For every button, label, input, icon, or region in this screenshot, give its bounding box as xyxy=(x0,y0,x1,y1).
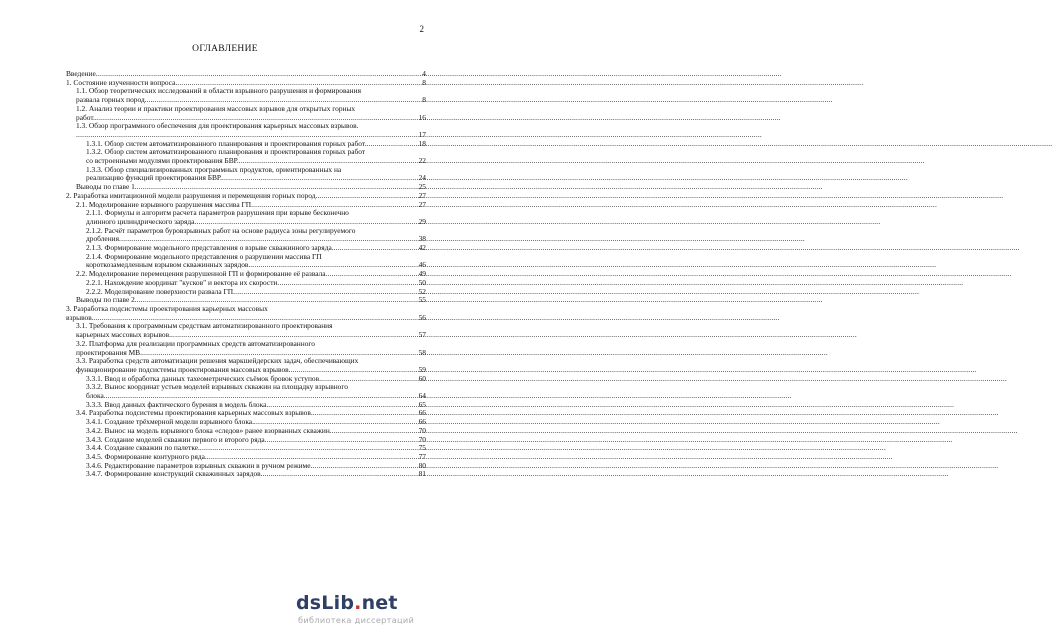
toc-entry-title: 2. Разработка имитационной модели разрушения и перемещения горных пород. xyxy=(66,190,318,200)
toc-entry xyxy=(66,227,426,244)
toc-page-number: 17 xyxy=(418,129,426,139)
toc-leader-dots xyxy=(95,114,418,123)
toc-entry-title: дробления xyxy=(86,234,120,244)
toc-entry-line: 3.3.2. Вынос координат устьев моделей взрывных скважин на площадку взрывного xyxy=(86,382,348,392)
toc-entry xyxy=(66,322,426,339)
toc-entry-line: 2.1.1. Формулы и алгоритм расчета параметров разрушения при взрыве бесконечно xyxy=(86,208,349,218)
toc-page-number: 25 xyxy=(418,182,426,192)
toc-leader-dots xyxy=(321,375,418,384)
toc-leader-dots xyxy=(334,244,418,253)
toc-entry xyxy=(66,148,426,165)
toc-page-number: 42 xyxy=(418,243,426,253)
toc-leader-dots xyxy=(137,296,418,305)
toc-entry xyxy=(66,296,426,305)
toc-page-number: 77 xyxy=(418,451,426,461)
page-title: ОГЛАВЛЕНИЕ xyxy=(192,44,258,54)
toc-entry xyxy=(66,79,426,88)
toc-entry xyxy=(66,166,426,183)
toc-entry-title: 2.2.1. Нахождение координат "кусков" и вектора их скорости xyxy=(86,277,278,287)
toc-entry-line: 2.1.2. Расчёт параметров буровзрывных работ на основе радиуса зоны регулируемого xyxy=(86,225,356,235)
toc-entry-title: 3.4.4. Создание скважин по палетке. xyxy=(86,443,200,453)
toc-entry-title: 3.3.3. Ввод данных фактического бурения в модель блока. xyxy=(86,399,269,409)
toc-entry-title: 3.3.1. Ввод и обработка данных тахеометрических съёмок бровок уступов. xyxy=(86,373,321,383)
toc-page-number: 8 xyxy=(422,77,426,87)
table-of-contents xyxy=(66,70,426,479)
toc-entry-title: Введение xyxy=(66,69,96,78)
toc-entry-title: 3.4.6. Редактирование параметров взрывных скважин в ручном режиме. xyxy=(86,460,313,470)
toc-entry-title: функционирование подсистемы проектирования массовых взрывов. xyxy=(76,364,291,374)
toc-entry xyxy=(66,122,426,139)
toc-leader-dots xyxy=(194,218,417,227)
toc-leader-dots xyxy=(239,157,418,166)
toc-entry xyxy=(66,253,426,270)
toc-entry xyxy=(66,357,426,374)
toc-entry-line: 2.1.4. Формирование модельного представления о разрушении массива ГП xyxy=(86,251,322,261)
toc-entry-line: 3.3. Разработка средств автоматизации решения маркшейдерских задач, обеспечивающих xyxy=(76,356,359,366)
toc-leader-dots xyxy=(171,331,418,340)
toc-entry-line: 3. Разработка подсистемы проектирования карьерных массовых xyxy=(66,303,268,313)
logo-subtitle: библиотека диссертаций xyxy=(298,615,415,625)
toc-page-number: 38 xyxy=(418,234,426,244)
toc-page-number: 29 xyxy=(418,216,426,226)
toc-page-number: 70 xyxy=(418,425,426,435)
toc-entry xyxy=(66,244,426,253)
toc-leader-dots xyxy=(251,201,418,210)
toc-entry-title: блока. xyxy=(86,391,106,401)
toc-entry-title: 3.4.5. Формирование контурного ряда. xyxy=(86,451,207,461)
toc-page-number: 64 xyxy=(418,391,426,401)
toc-entry-title: карьерных массовых взрывов. xyxy=(76,330,171,340)
toc-entry xyxy=(66,201,426,210)
toc-entry-title: Выводы по главе 1. xyxy=(76,182,137,192)
toc-entry-line: 1.3. Обзор программного обеспечения для проектирования карьерных массовых взрывов. xyxy=(76,121,359,131)
toc-entry-line: 1.3.2. Обзор систем автоматизированного планирования и проектирования горных работ xyxy=(86,147,366,157)
toc-entry-title: со встроенными модулями проектирования БВР. xyxy=(86,156,239,166)
toc-page-number: 46 xyxy=(418,260,426,270)
toc-page-number: 57 xyxy=(418,330,426,340)
toc-entry-line: 3.1. Требования к программным средствам автоматизированного проектирования xyxy=(76,321,333,331)
toc-entry-title: реализацию функций проектирования БВР. xyxy=(86,173,222,183)
toc-page-number: 27 xyxy=(418,199,426,209)
toc-leader-dots xyxy=(147,96,422,105)
toc-page-number: 59 xyxy=(418,364,426,374)
toc-page-number: 50 xyxy=(418,277,426,287)
toc-page-number: 16 xyxy=(418,112,426,122)
logo-brand: dsLib.net xyxy=(296,592,398,614)
toc-leader-dots xyxy=(94,314,418,323)
toc-entry-title: 1. Состояние изученности вопроса. xyxy=(66,77,178,87)
toc-page-number: 66 xyxy=(418,408,426,418)
dslib-watermark-logo xyxy=(296,592,446,626)
toc-entry-title: 3.4.3. Создание моделей скважин первого и второго ряда. xyxy=(86,434,267,444)
toc-entry-line: 1.1. Обзор теоретических исследований в области взрывного разрушения и формирования xyxy=(76,86,361,96)
toc-page-number: 55 xyxy=(418,295,426,305)
toc-entry-title: взрывов. xyxy=(66,312,94,322)
toc-entry xyxy=(66,383,426,400)
toc-page-number: 24 xyxy=(418,173,426,183)
toc-entry-line: 3.2. Платформа для реализации программных средств автоматизированного xyxy=(76,338,315,348)
page-number: 2 xyxy=(419,24,424,34)
toc-page-number: 4 xyxy=(422,69,426,78)
toc-entry-title: 2.2. Моделирование перемещения разрушенной ГП и формирование её развала xyxy=(76,269,326,279)
toc-leader-dots xyxy=(177,79,421,88)
toc-entry-title: 3.4. Разработка подсистемы проектирования карьерных массовых взрывов. xyxy=(76,408,313,418)
toc-page-number: 80 xyxy=(418,460,426,470)
toc-page-number: 65 xyxy=(418,399,426,409)
toc-entry-title: развала горных пород. xyxy=(76,95,147,105)
toc-entry-line: 1.2. Анализ теории и практики проектирования массовых взрывов для открытых горных xyxy=(76,103,356,113)
toc-page-number: 66 xyxy=(418,417,426,427)
toc-leader-dots xyxy=(366,140,417,149)
toc-entry xyxy=(66,209,426,226)
toc-page-number: 75 xyxy=(418,443,426,453)
toc-entry-title: 3.4.7. Формирование конструкций скважинных зарядов. xyxy=(86,469,263,479)
toc-page-number: 56 xyxy=(418,312,426,322)
toc-entry xyxy=(66,87,426,104)
toc-entry-line: 1.3.3. Обзор специализированных программных продуктов, ориентированных на xyxy=(86,164,342,174)
toc-page-number: 60 xyxy=(418,373,426,383)
toc-entry-title: 2.1.3. Формирование модельного представления о взрыве скважинного заряда. xyxy=(86,243,334,253)
toc-entry xyxy=(66,470,426,479)
toc-entry xyxy=(66,375,426,384)
toc-page-number: 81 xyxy=(418,469,426,479)
toc-entry-title: длинного цилиндрического заряда xyxy=(86,216,195,226)
toc-leader-dots xyxy=(263,470,418,479)
toc-page-number: 70 xyxy=(418,434,426,444)
toc-entry xyxy=(66,105,426,122)
toc-entry-title: проектирования МВ. xyxy=(76,347,142,357)
toc-page-number: 52 xyxy=(418,286,426,296)
toc-page-number: 22 xyxy=(418,156,426,166)
toc-page-number: 58 xyxy=(418,347,426,357)
toc-page-number: 18 xyxy=(418,138,426,148)
toc-leader-dots xyxy=(142,349,418,358)
toc-entry-title: 3.4.2. Вынос на модель взрывного блока «следов» ранее взорванных скважин. xyxy=(86,425,332,435)
toc-entry xyxy=(66,305,426,322)
toc-entry-title: 2.1. Моделирование взрывного разрушения массива ГП xyxy=(76,199,252,209)
toc-page-number: 8 xyxy=(422,95,426,105)
toc-entry-title: 2.2.2. Моделирование поверхности развала ГП xyxy=(86,286,234,296)
toc-page-number: 49 xyxy=(418,269,426,279)
toc-page-number: 27 xyxy=(418,190,426,200)
toc-entry xyxy=(66,340,426,357)
toc-entry-title: 3.4.1. Создание трёхмерной модели взрывного блока. xyxy=(86,417,254,427)
toc-entry-title: 1.3.1. Обзор систем автоматизированного планирования и проектирования горных работ. xyxy=(86,138,367,148)
toc-entry-title: работ. xyxy=(76,112,95,122)
toc-entry-title: Выводы по главе 2. xyxy=(76,295,137,305)
toc-entry xyxy=(66,140,426,149)
toc-entry-title: короткозамедленным взрывом скважинных зарядов. xyxy=(86,260,251,270)
